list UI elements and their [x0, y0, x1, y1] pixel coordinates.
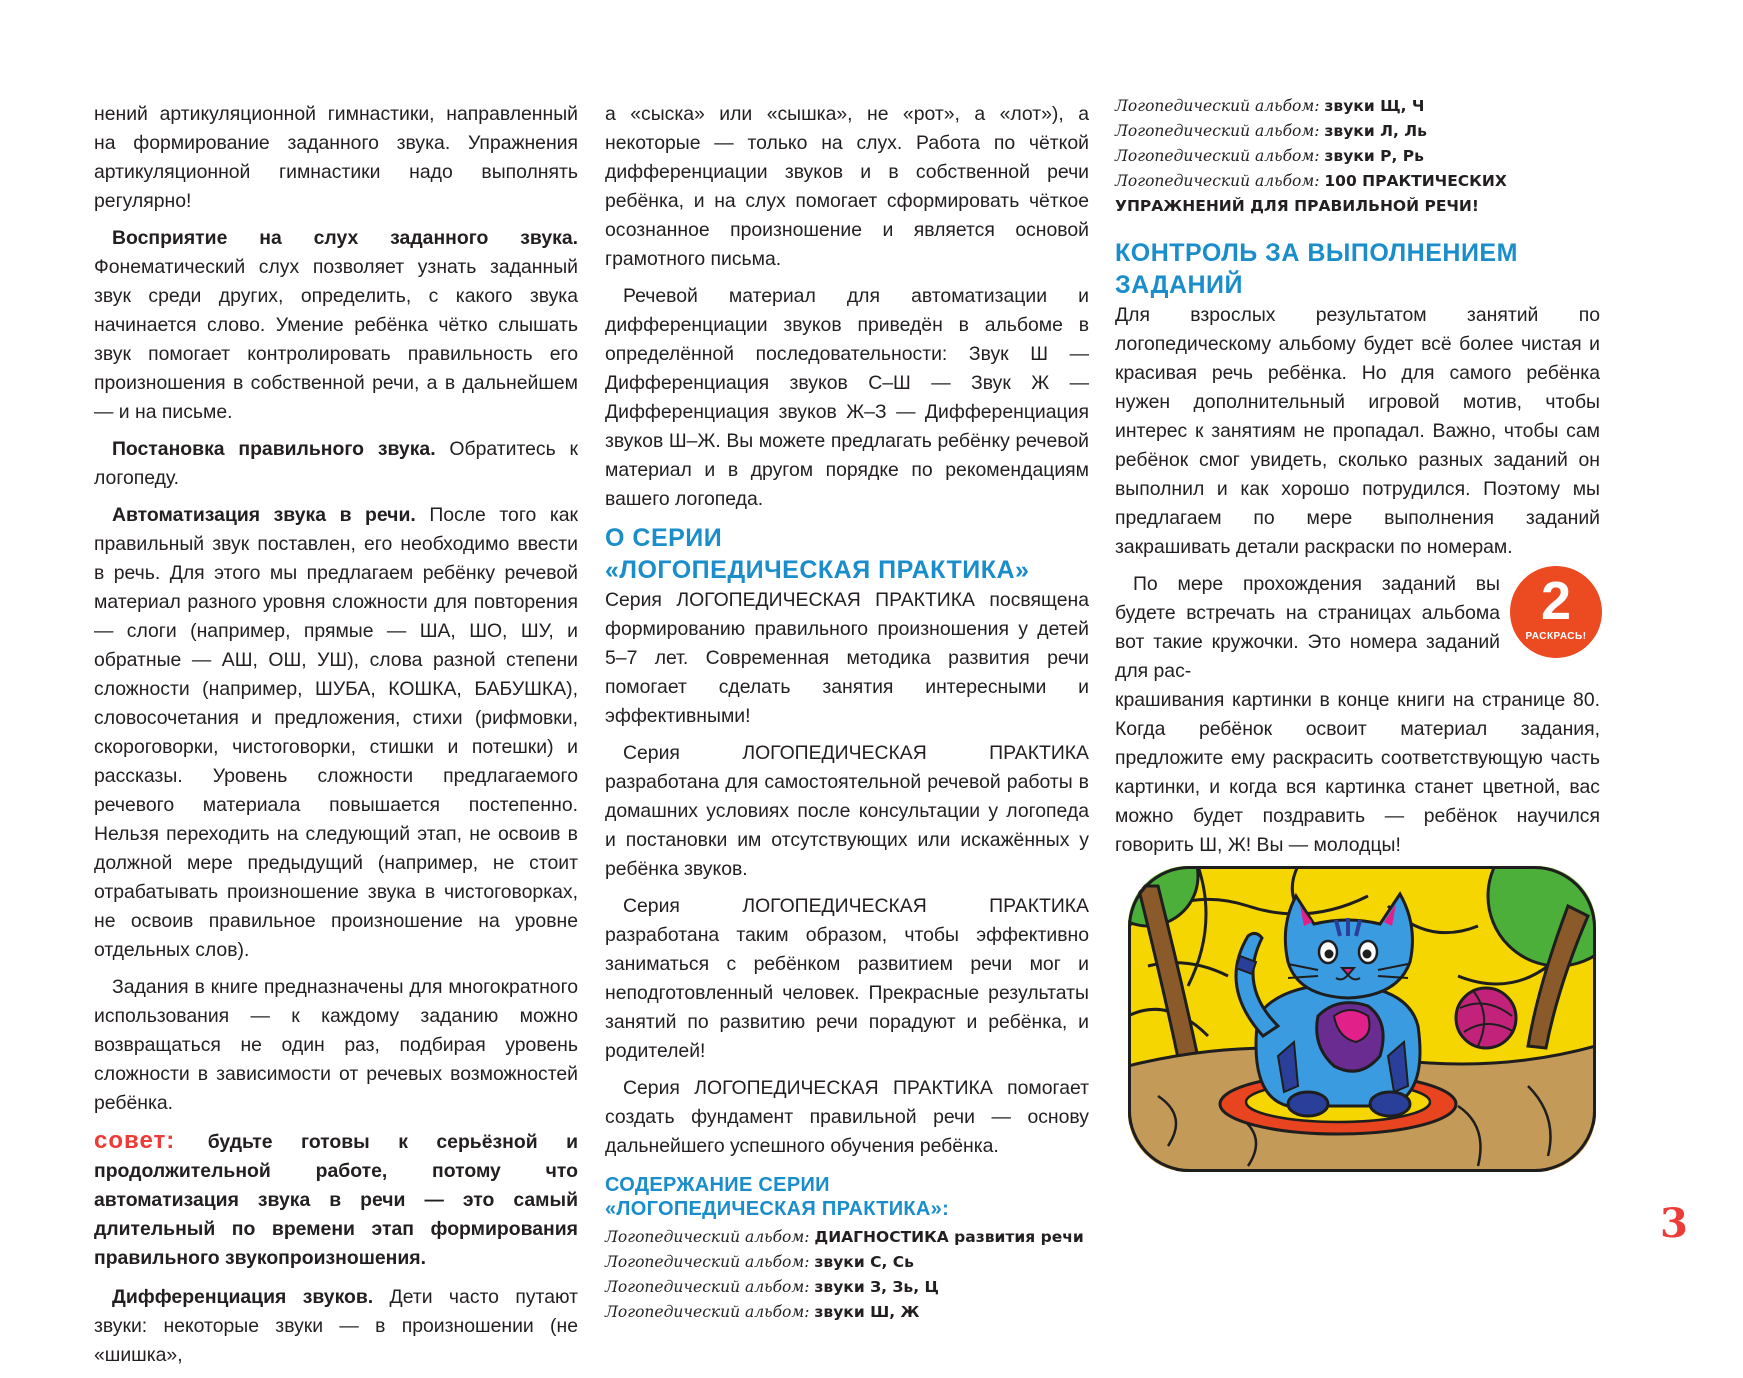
advice-block [94, 1126, 578, 1273]
badge-label: РАСКРАСЬ! [1525, 631, 1587, 642]
advice-text: будьте готовы к серьёзной и продолжительной работе, потому что автоматизация звука в речи — это самый длительный по времени этап формирования правильного звукопроизношения. [94, 1131, 578, 1269]
heading-line: «ЛОГОПЕДИЧЕСКАЯ ПРАКТИКА»: [605, 1198, 950, 1220]
album-item [1115, 144, 1600, 169]
column-right [1115, 97, 1600, 868]
paragraph-series-2: Серия ЛОГОПЕДИЧЕСКАЯ ПРАКТИКА разработана для самостоятельной речевой работы в домашних условиях после консультации у логопеда и постановки им отсутствующих или искажённых у ребёнка звуков. [605, 742, 1089, 880]
paragraph-heading: Восприятие на слух заданного звука. [112, 227, 578, 249]
column-left [94, 100, 578, 1378]
album-label: Логопедический альбом: [605, 1228, 815, 1246]
album-title: звуки Р, Рь [1324, 147, 1424, 165]
album-label: Логопедический альбом: [605, 1278, 815, 1296]
album-label: Логопедический альбом: [1115, 122, 1325, 140]
album-label: Логопедический альбом: [605, 1303, 815, 1321]
album-item [605, 1225, 1089, 1250]
album-title: 100 ПРАКТИЧЕСКИХ УПРАЖНЕНИЙ ДЛЯ ПРАВИЛЬНОЙ РЕЧИ! [1115, 172, 1507, 215]
paragraph-tasks: Задания в книге предназначены для многократного использования — к каждому заданию можно возвращаться не один раз, подбирая уровень сложности в зависимости от речевых возможностей ребёнка. [94, 976, 578, 1114]
album-item [1115, 169, 1600, 219]
contents-heading [605, 1173, 1089, 1221]
paragraph-material-order: Речевой материал для автоматизации и дифференциации звуков приведён в альбоме в определённой последовательности: Звук Ш — Дифференциация звуков С–Ш — Звук Ж — Дифференциация звуков Ж–З — Дифференциация звуков Ш–Ж. Вы можете предлагать ребёнку речевой материал и в другом порядке по рекомендациям вашего логопеда. [605, 285, 1089, 510]
paragraph-text: Фонематический слух позволяет узнать заданный звук среди других, определить, с какого звука начинается слово. Умение ребёнка чётко слышать звук помогает контролировать правильность его произношения в собственной речи, а в дальнейшем — и на письме. [94, 256, 578, 423]
heading-line: КОНТРОЛЬ ЗА ВЫПОЛНЕНИЕМ [1115, 239, 1518, 267]
badge-number: 2 [1540, 571, 1572, 631]
paragraph-text: Дети часто путают звуки: некоторые звуки — в произношении (не «шишка», [94, 1286, 578, 1366]
paragraph-text: Обратитесь к логопеду. [94, 438, 578, 489]
album-item [1115, 119, 1600, 144]
paragraph-heading: Дифференциация звуков. [112, 1286, 374, 1308]
album-list-continued [1115, 94, 1600, 219]
paragraph-hearing [94, 224, 578, 427]
album-item [605, 1250, 1089, 1275]
album-title: звуки Ш, Ж [814, 1303, 920, 1321]
paragraph-text: После того как правильный звук поставлен, его необходимо ввести в речь. Для этого мы предлагаем ребёнку речевой материал разного уровня сложности для повторения — слоги (например, прямые — ША, ШО, ШУ, и обратные — АШ, ОШ, УШ), слова разной степени сложности (например, ШУБА, КОШКА, БАБУШКА), словосочетания и предложения, стихи (рифмовки, скороговорки, чистоговорки, стишки и потешки) и рассказы. Уровень сложности предлагаемого речевого материала повышается постепенно. Нельзя переходить на следующий этап, не освоив в должной мере предыдущий (например, не стоит отрабатывать произношение звука в чистоговорках, не освоив правильное произношение на уровне отдельных слов). [94, 504, 578, 961]
section-heading-control [1115, 237, 1600, 301]
paragraph-automation [94, 501, 578, 965]
album-title: ДИАГНОСТИКА развития речи [814, 1228, 1084, 1246]
section-heading-about-series [605, 522, 1089, 586]
paragraph-control: Для взрослых результатом занятий по логопедическому альбому будет всё более чистая и красивая речь ребёнка. Но для самого ребёнка нужен дополнительный игровой мотив, чтобы интерес к занятиям не пропадал. Важно, чтобы сам ребёнок смог увидеть, сколько разных заданий он выполнил и как хорошо потрудился. Поэтому мы предлагаем по мере выполнения заданий закрашивать детали раскраски по номерам. [1115, 304, 1600, 558]
album-label: Логопедический альбом: [1115, 97, 1325, 115]
paragraph-series-1: Серия ЛОГОПЕДИЧЕСКАЯ ПРАКТИКА посвящена формированию правильного произношения у детей 5–7 лет. Современная методика развития речи помогает сделать занятия интересными и эффективными! [605, 589, 1089, 727]
paragraph-differentiation [94, 1283, 578, 1370]
badge-paragraph [1115, 570, 1600, 686]
album-title: звуки С, Сь [814, 1253, 914, 1271]
paragraph-heading: Автоматизация звука в речи. [112, 504, 416, 526]
cat-coloring-illustration [1128, 866, 1596, 1172]
album-label: Логопедический альбом: [1115, 172, 1325, 190]
heading-line: «ЛОГОПЕДИЧЕСКАЯ ПРАКТИКА» [605, 556, 1030, 584]
task-number-badge [1510, 566, 1602, 658]
paragraph-series-3: Серия ЛОГОПЕДИЧЕСКАЯ ПРАКТИКА разработана таким образом, чтобы эффективно заниматься с ребёнком развитием речи мог и неподготовленный человек. Прекрасные результаты занятий по развитию речи порадуют и ребёнка, и родителей! [605, 895, 1089, 1062]
paragraph-coloring: крашивания картинки в конце книги на странице 80. Когда ребёнок освоит материал задания, предложите ему раскрасить соответствующую часть картинки, и когда вся картинка станет цветной, вас можно будет поздравить — ребёнок научился говорить Ш, Ж! Вы — молодцы! [1115, 689, 1600, 856]
paragraph-gymnastics: нений артикуляционной гимнастики, направленный на формирование заданного звука. Упражнения артикуляционной гимнастики надо выполнять регулярно! [94, 103, 578, 212]
heading-line: ЗАДАНИЙ [1115, 271, 1243, 299]
paragraph-heading: Постановка правильного звука. [112, 438, 436, 460]
paragraph-circles: По мере прохождения заданий вы будете встречать на страницах альбома вот такие кружочки. Это номера заданий для рас- [1115, 573, 1500, 682]
column-middle [605, 100, 1089, 1325]
album-item [605, 1275, 1089, 1300]
album-title: звуки З, Зь, Ц [814, 1278, 939, 1296]
advice-label: совет: [94, 1127, 176, 1154]
paragraph-setting [94, 435, 578, 493]
album-list [605, 1225, 1089, 1325]
album-item [605, 1300, 1089, 1325]
album-title: звуки Щ, Ч [1324, 97, 1425, 115]
album-label: Логопедический альбом: [605, 1253, 815, 1271]
paragraph-series-4: Серия ЛОГОПЕДИЧЕСКАЯ ПРАКТИКА помогает создать фундамент правильной речи — основу дальнейшего успешного обучения ребёнка. [605, 1077, 1089, 1157]
page-number: 3 [1660, 1200, 1688, 1247]
heading-line: СОДЕРЖАНИЕ СЕРИИ [605, 1174, 830, 1196]
album-label: Логопедический альбом: [1115, 147, 1325, 165]
album-item [1115, 94, 1600, 119]
paragraph-continuation: а «сыска» или «сышка», не «рот», а «лот»), а некоторые — только на слух. Работа по чёткой дифференциации звуков и в собственной речи ребёнка, и на слух помогает сформировать чёткое осознанное произношение и является основой грамотного письма. [605, 103, 1089, 270]
album-title: звуки Л, Ль [1324, 122, 1427, 140]
heading-line: О СЕРИИ [605, 524, 723, 552]
